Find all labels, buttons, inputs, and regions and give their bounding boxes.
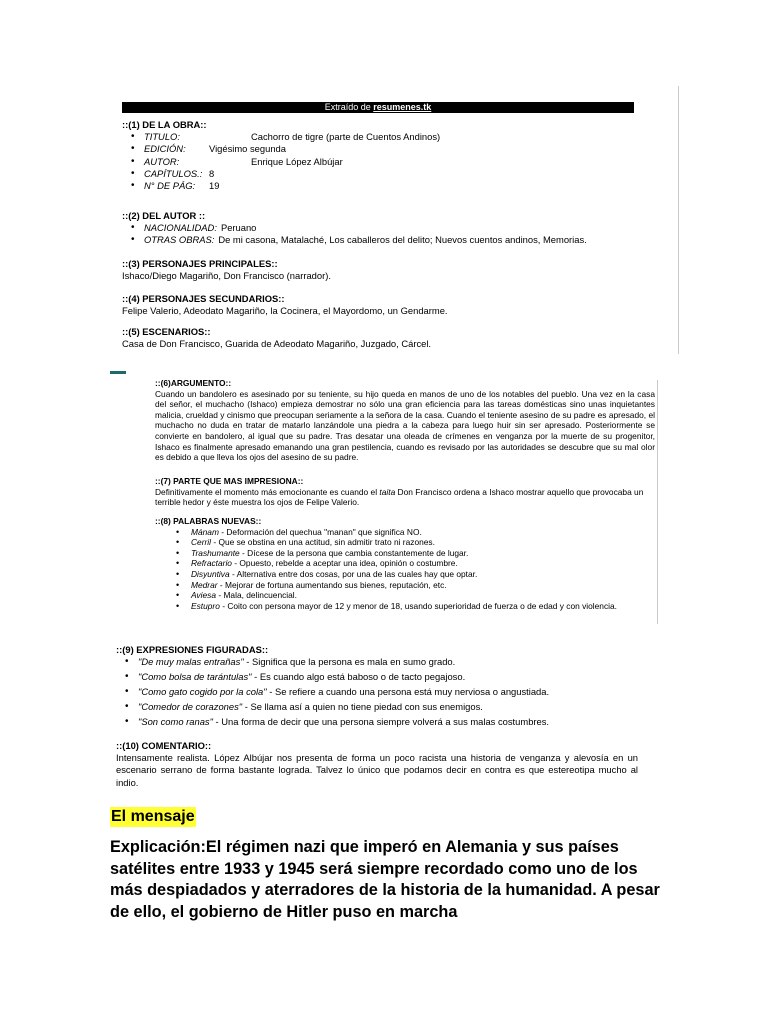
list-item: • Disyuntiva - Alternativa entre dos cosas, por una de las cuales hay que optar.: [155, 569, 655, 580]
section-title: ::(3) PERSONAJES PRINCIPALES::: [122, 258, 278, 269]
section-text: Cuando un bandolero es asesinado por su teniente, su hijo queda en manos de uno de los notables del pueblo. Una vez en la casa del señor, el muchacho (Ishaco) empieza demostrar no sólo una gran eficiencia para las tareas domésticas sino unas inquietantes malicia, crueldad y cinismo que preocupan seriamente a la señora de la casa. Cuando el teniente asesino de su padre es apresado, el muchacho no duda en tratar de matarlo lanzándole una piedra a la cabeza para luego huir sin ser apresado. Posteriormente se convierte en bandolero, al igual que su padre. Tras desatar una oleada de crímenes en venganza por la muerte de su progenitor, Ishaco es finalmente apresado emanando una gran pestilencia, cuando es revisado por las autoridades se descubre que su mal olor es debido a que lleva los ojos del asesino de su padre.: [155, 388, 655, 463]
list-item: • Aviesa - Mala, delincuencial.: [155, 590, 655, 601]
section-text: Ishaco/Diego Magariño, Don Francisco (narrador).: [122, 270, 331, 282]
section-palabras-nuevas: [155, 516, 655, 611]
section-title: ::(4) PERSONAJES SECUNDARIOS::: [122, 293, 285, 304]
section-title: ::(7) PARTE QUE MAS IMPRESIONA::: [155, 476, 304, 486]
list-item: • Trashumante - Dícese de la persona que cambia constantemente de lugar.: [155, 548, 655, 559]
section-impresiona: [155, 476, 655, 508]
section-comentario: [116, 740, 638, 789]
source-prefix: Extraído de: [324, 102, 374, 112]
section-title: ::(8) PALABRAS NUEVAS::: [155, 516, 262, 526]
list-item: • CAPÍTULOS.: 8: [122, 168, 642, 180]
list-item: • TITULO: Cachorro de tigre (parte de Cuentos Andinos): [122, 131, 642, 143]
list-item: • "Como gato cogido por la cola" - Se refiere a cuando una persona está muy nerviosa o angustiada.: [116, 686, 656, 698]
section-escenarios: [122, 326, 662, 350]
obra-list: [122, 131, 642, 192]
source-link[interactable]: resumenes.tk: [373, 102, 432, 112]
section-title: ::(10) COMENTARIO::: [116, 740, 212, 751]
section-text: Intensamente realista. López Albújar nos presenta de forma un poco racista una historia de venganza y alevosía en un escenario serrano de forma bastante lograda. Talvez lo único que podamos decir en contra es que estereotipa mucho al indio.: [116, 752, 638, 788]
section-personajes-secundarios: [122, 293, 662, 317]
list-item: • NACIONALIDAD: Peruano: [122, 222, 662, 234]
section-text: Definitivamente el momento más emocionante es cuando el taita Don Francisco ordena a Ishaco mostrar aquello que provocaba un terrible hedor y éste muestra los ojos de Felipe Valerio.: [155, 486, 644, 508]
list-item: • "Como bolsa de tarántulas" - Es cuando algo está baboso o de tacto pegajoso.: [116, 671, 656, 683]
section-title: ::(2) DEL AUTOR ::: [122, 210, 206, 221]
list-item: • Cerril - Que se obstina en una actitud, sin admitir trato ni razones.: [155, 537, 655, 548]
scan-edge-line: [678, 86, 679, 354]
section-title: ::(9) EXPRESIONES FIGURADAS::: [116, 644, 269, 655]
list-item: • Medrar - Mejorar de fortuna aumentando sus bienes, reputación, etc.: [155, 580, 655, 591]
list-item: • AUTOR: Enrique López Albújar: [122, 156, 642, 168]
section-autor: [122, 210, 662, 247]
explicacion-paragraph: [110, 837, 670, 923]
section-title: ::(5) ESCENARIOS::: [122, 326, 211, 337]
section-text: Casa de Don Francisco, Guarida de Adeodato Magariño, Juzgado, Cárcel.: [122, 338, 432, 350]
explicacion-label: Explicación:: [110, 838, 206, 856]
section-expresiones: [116, 644, 656, 728]
list-item: • Estupro - Coito con persona mayor de 12 y menor de 18, usando superioridad de fuerza o de edad y con violencia.: [155, 601, 655, 612]
list-item: • OTRAS OBRAS: De mi casona, Matalaché, Los caballeros del delito; Nuevos cuentos andinos, Memorias.: [122, 234, 662, 246]
section-title: ::(1) DE LA OBRA::: [122, 119, 207, 130]
palabras-list: [155, 527, 655, 612]
section-title: ::(6)ARGUMENTO::: [155, 378, 232, 388]
section-text: Felipe Valerio, Adeodato Magariño, la Cocinera, el Mayordomo, un Gendarme.: [122, 305, 448, 317]
list-item: • Refractario - Opuesto, rebelde a aceptar una idea, opinión o costumbre.: [155, 558, 655, 569]
list-item: • N° DE PÁG: 19: [122, 180, 642, 192]
list-item: • "Comedor de corazones" - Se llama así a quien no tiene piedad con sus enemigos.: [116, 701, 656, 713]
section-argumento: [155, 378, 655, 463]
expresiones-list: [116, 656, 656, 728]
list-item: • Mánam - Deformación del quechua "manan" que significa NO.: [155, 527, 655, 538]
accent-mark: [110, 371, 126, 374]
list-item: • "Son como ranas" - Una forma de decir que una persona siempre volverá a sus malas costumbres.: [116, 716, 656, 728]
autor-list: [122, 222, 662, 246]
source-header-bar: [122, 102, 634, 113]
list-item: • EDICIÓN: Vigésimo segunda: [122, 143, 642, 155]
scan-edge-line: [657, 380, 658, 624]
explicacion-text: El régimen nazi que imperó en Alemania y sus países satélites entre 1933 y 1945 será siempre recordado como uno de los más despiadados y aterradores de la historia de la humanidad. A pesar de ello, el gobierno de Hitler puso en marcha: [110, 838, 660, 921]
list-item: • "De muy malas entrañas" - Significa que la persona es mala en sumo grado.: [116, 656, 656, 668]
section-obra: [122, 119, 642, 192]
section-personajes-principales: [122, 258, 662, 282]
mensaje-heading: El mensaje: [111, 808, 195, 825]
